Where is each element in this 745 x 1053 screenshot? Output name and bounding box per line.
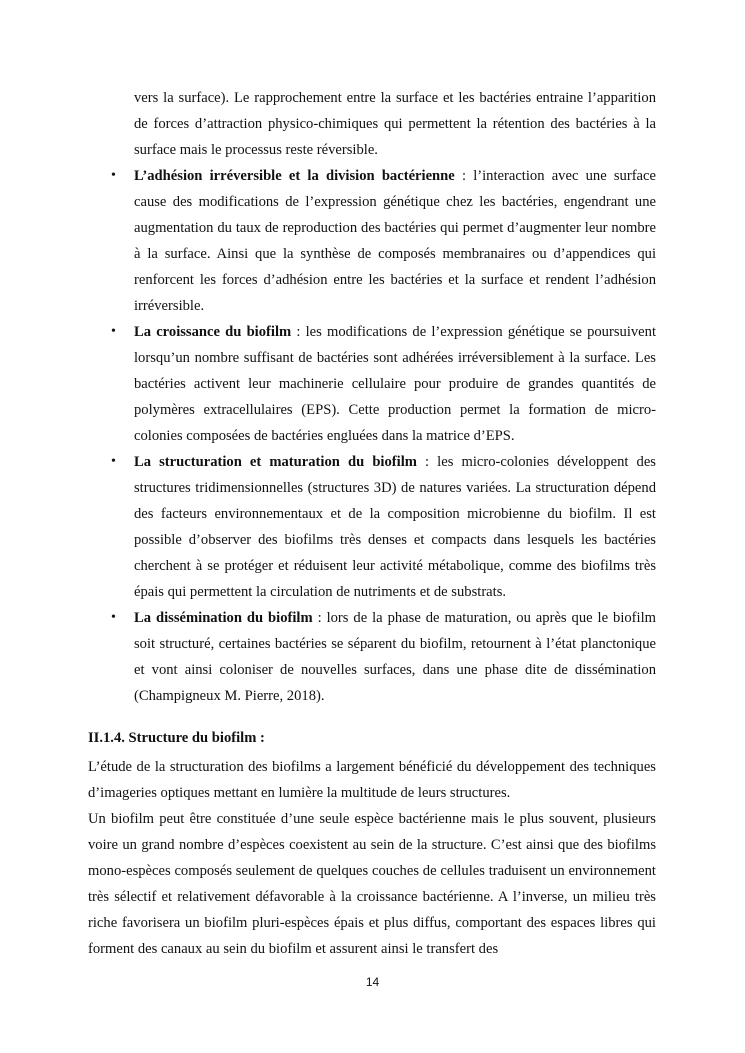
list-item-title: La structuration et maturation du biofilm [134,454,417,470]
list-item-text: : l’interaction avec une surface cause des modifications de l’expression génétique chez les bactéries, engendrant une augmentation du taux de reproduction des bactéries qui permet d’augmenter leur nombre à la surface. Ainsi que la synthèse de composés membranaires ou d’appendices qui renforcent les forces d’adhésion entre les bactéries et la surface et rendent l’adhésion irréversible. [134,168,656,314]
biofilm-stages-list [111,163,657,709]
list-item [111,605,656,709]
list-item [111,163,656,319]
page-number: 14 [365,975,380,989]
list-item-title: La dissémination du biofilm [134,610,313,626]
list-item-title: La croissance du biofilm [134,324,292,340]
continuation-paragraph: vers la surface). Le rapprochement entre la surface et les bactéries entraine l’apparition de forces d’attraction physico-chimiques qui permettent la rétention des bactéries à la surface mais le processus reste réversible. [134,90,656,158]
bullet-icon: • [111,168,116,183]
list-item-text: : les micro-colonies développent des structures tridimensionnelles (structures 3D) de natures variées. La structuration dépend des facteurs environnementaux et de la composition microbienne du biofilm. Il est possible d’observer des biofilms très denses et compacts dans lesquels les bactéries cherchent à se protéger et réduisent leur activité métabolique, comme des biofilms très épais qui permettent la circulation de nutriments et de substrats. [134,454,656,600]
body-paragraph: L’étude de la structuration des biofilms a largement bénéficié du développement des techniques d’imageries optiques mettant en lumière la multitude de leurs structures. [88,759,656,801]
list-item [111,449,656,605]
section-heading: II.1.4. Structure du biofilm : [88,730,265,746]
list-item-text: : lors de la phase de maturation, ou après que le biofilm soit structuré, certaines bactéries se séparent du biofilm, retournent à l’état planctonique et vont ainsi coloniser de nouvelles surfaces, dans une phase dite de dissémination (Champigneux M. Pierre, 2018). [134,610,656,704]
list-item-text: : les modifications de l’expression génétique se poursuivent lorsqu’un nombre suffisant de bactéries sont adhérées irréversiblement à la surface. Les bactéries activent leur machinerie cellulaire pour produire de grandes quantités de polymères extracellulaires (EPS). Cette production permet la formation de micro-colonies composées de bactéries engluées dans la matrice d’EPS. [134,324,657,444]
bullet-icon: • [111,610,116,625]
bullet-icon: • [111,324,116,339]
bullet-icon: • [111,454,116,469]
list-item [111,319,657,449]
list-item-title: L’adhésion irréversible et la division bactérienne [134,168,455,184]
body-paragraph: Un biofilm peut être constituée d’une seule espèce bactérienne mais le plus souvent, plusieurs voire un grand nombre d’espèces coexistent au sein de la structure. C’est ainsi que des biofilms mono-espèces composés seulement de quelques couches de cellules traduisent un environnement très sélectif et relativement défavorable à la croissance bactérienne. A l’inverse, un milieu très riche favorisera un biofilm pluri-espèces épais et plus diffus, comportant des espaces libres qui forment des canaux au sein du biofilm et assurent ainsi le transfert des [88,811,656,957]
